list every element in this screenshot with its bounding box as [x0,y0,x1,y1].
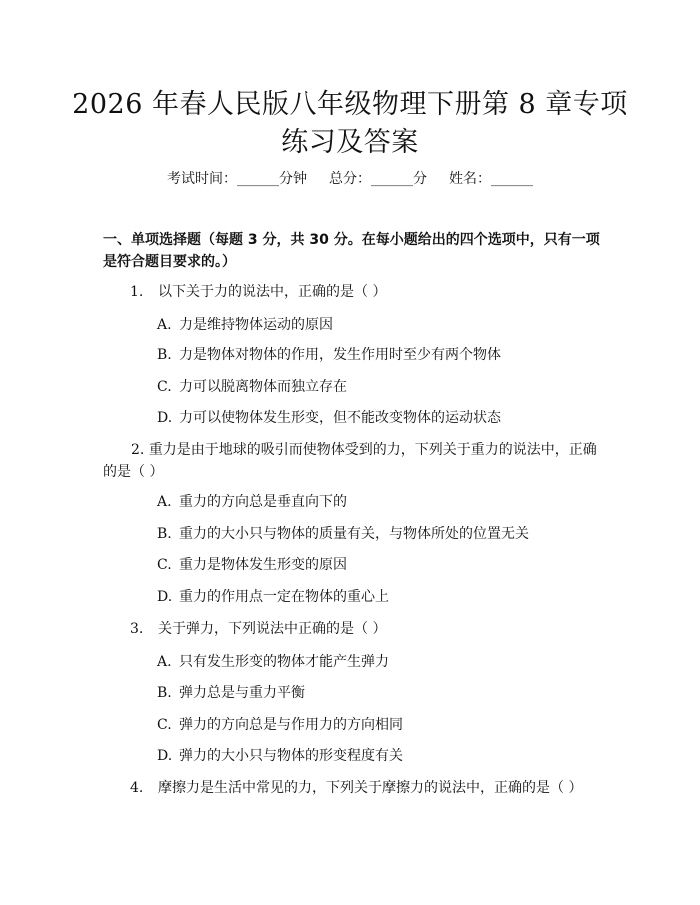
exam-meta [0,168,700,188]
section-heading-multiple-choice: 一、单项选择题（每题 3 分，共 30 分。在每小题给出的四个选项中，只有一项是符合题目要求的。） [103,232,600,270]
question-1 [130,281,386,303]
option-text: 重力的作用点一定在物体的重心上 [179,589,389,605]
option-text: 弹力总是与重力平衡 [179,685,305,701]
question-3 [130,618,386,640]
question-4 [130,777,582,799]
option-key: A. [157,654,172,670]
option-1c [157,376,347,398]
option-key: D. [157,748,173,764]
exam-time-field: 考试时间：______分钟 [167,171,307,187]
question-number: 2. [131,442,145,458]
option-text: 弹力的方向总是与作用力的方向相同 [179,717,403,733]
option-2a [157,491,347,513]
option-key: C. [157,379,172,395]
total-score-field: 总分：______分 [329,171,427,187]
question-2 [103,439,603,483]
option-text: 力是物体对物体的作用，发生作用时至少有两个物体 [179,347,501,363]
question-stem: 关于弹力，下列说法中正确的是（ ） [158,621,387,637]
question-number: 4. [130,780,144,796]
option-1a [157,314,333,336]
option-3b [157,682,305,704]
option-key: D. [157,410,173,426]
option-text: 重力的方向总是垂直向下的 [179,494,347,510]
option-text: 力可以脱离物体而独立存在 [179,379,347,395]
question-stem: 重力是由于地球的吸引而使物体受到的力，下列关于重力的说法中，正确的是（ ） [103,442,597,480]
option-3c [157,714,403,736]
option-key: D. [157,589,173,605]
document-title-line-2: 练习及答案 [281,127,419,158]
question-stem: 以下关于力的说法中，正确的是（ ） [158,284,387,300]
option-1b [157,344,501,366]
option-key: B. [157,685,172,701]
option-key: B. [157,526,172,542]
option-3a [157,651,389,673]
option-key: A. [157,494,172,510]
option-text: 力是维持物体运动的原因 [179,317,333,333]
option-text: 弹力的大小只与物体的形变程度有关 [179,748,403,764]
option-3d [157,745,403,767]
option-text: 重力的大小只与物体的质量有关，与物体所处的位置无关 [179,526,529,542]
document-title-line-1: 2026 年春人民版八年级物理下册第 8 章专项 [72,89,628,120]
question-stem: 摩擦力是生活中常见的力，下列关于摩擦力的说法中，正确的是（ ） [158,780,583,796]
option-1d [157,407,501,429]
option-key: A. [157,317,172,333]
option-text: 力可以使物体发生形变，但不能改变物体的运动状态 [179,410,501,426]
option-2b [157,523,529,545]
question-number: 1. [130,284,144,300]
option-key: C. [157,557,172,573]
option-key: C. [157,717,172,733]
option-text: 只有发生形变的物体才能产生弹力 [179,654,389,670]
option-key: B. [157,347,172,363]
option-2c [157,554,347,576]
question-number: 3. [130,621,144,637]
student-name-field: 姓名：______ [449,171,533,187]
option-text: 重力是物体发生形变的原因 [179,557,347,573]
option-2d [157,586,389,608]
